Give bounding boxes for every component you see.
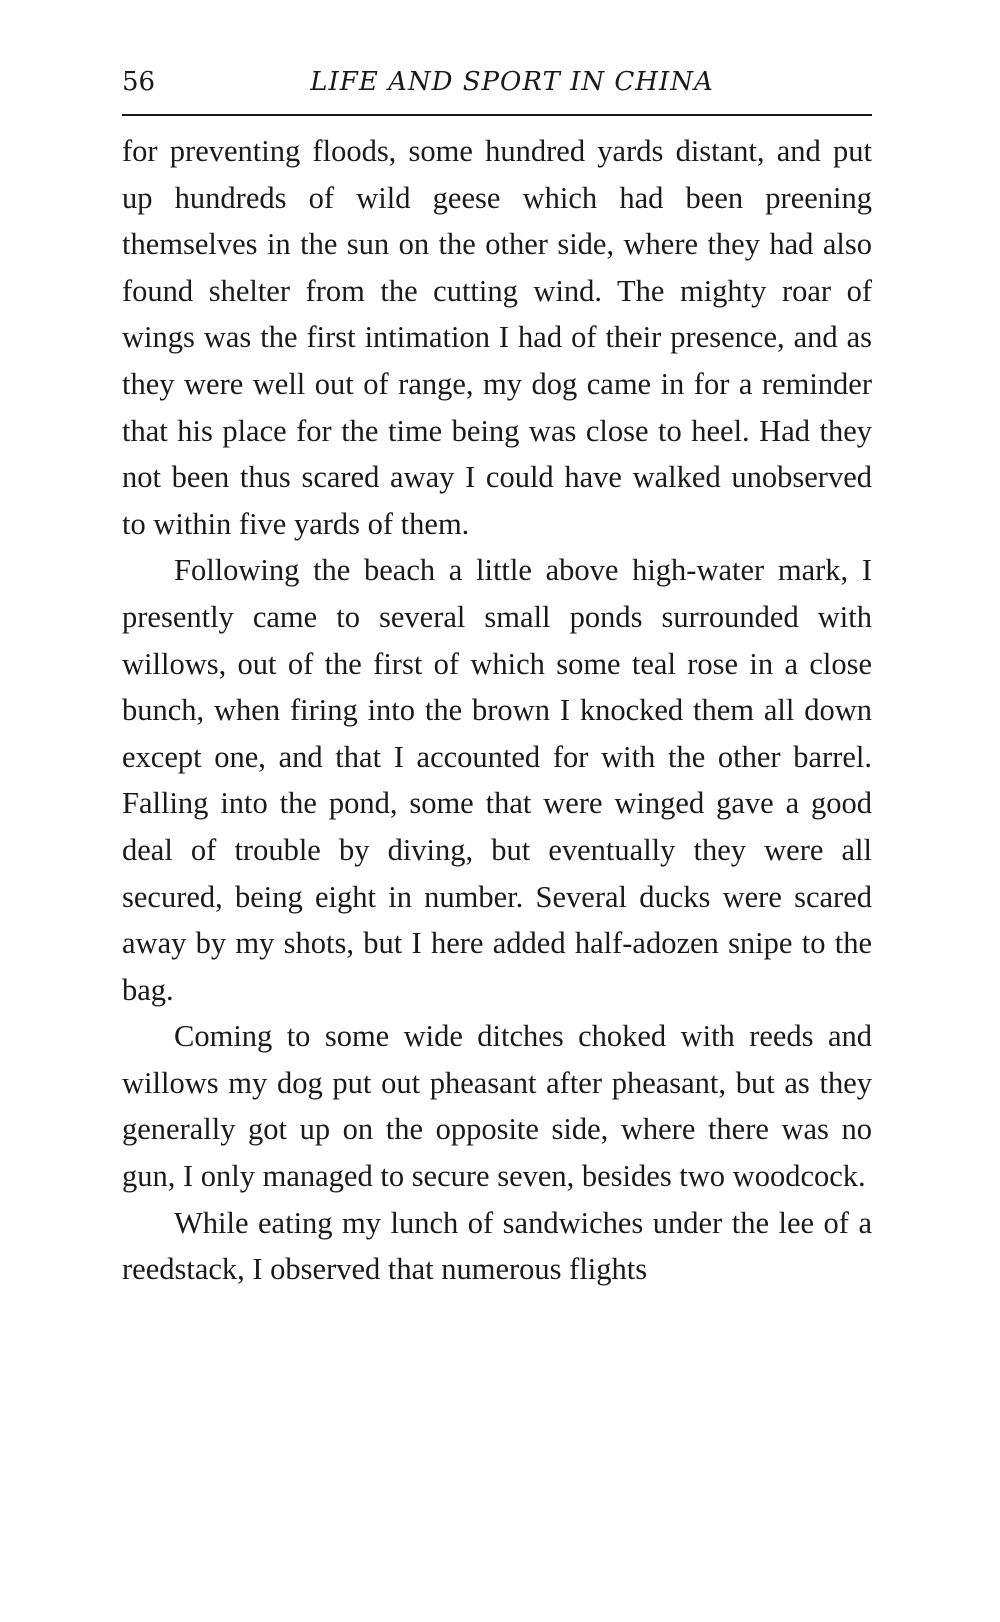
page-number: 56 xyxy=(122,67,156,97)
header-rule xyxy=(122,114,872,116)
paragraph-3: Coming to some wide ditches choked with reeds and willows my dog put out pheasant after pheasant, but as they generally got up on the opposite side, where there was no gun, I only managed to secure seven, besides two woodcock. xyxy=(122,1019,872,1194)
paragraph-4: While eating my lunch of sandwiches under the lee of a reedstack, I observed that numerous flights xyxy=(122,1205,872,1287)
book-page xyxy=(122,60,872,1293)
paragraph-2: Following the beach a little above high-water mark, I presently came to several small ponds surrounded with willows, out of the first of which some teal rose in a close bunch, when firing into the brown I knocked them all down except one, and that I accounted for with the other barrel. Falling into the pond, some that were winged gave a good deal of trouble by diving, but eventually they were all secured, being eight in number. Several ducks were scared away by my shots, but I here added half-adozen snipe to the bag. xyxy=(122,553,872,1007)
running-title: LIFE AND SPORT IN CHINA xyxy=(310,67,714,97)
paragraph-1: for preventing floods, some hundred yards distant, and put up hundreds of wild geese which had been preening themselves in the sun on the other side, where they had also found shelter from the cutting wind. The mighty roar of wings was the first intimation I had of their presence, and as they were well out of range, my dog came in for a reminder that his place for the time being was close to heel. Had they not been thus scared away I could have walked unobserved to within five yards of them. xyxy=(122,134,872,541)
running-head xyxy=(122,60,872,108)
body-text xyxy=(122,128,872,1293)
